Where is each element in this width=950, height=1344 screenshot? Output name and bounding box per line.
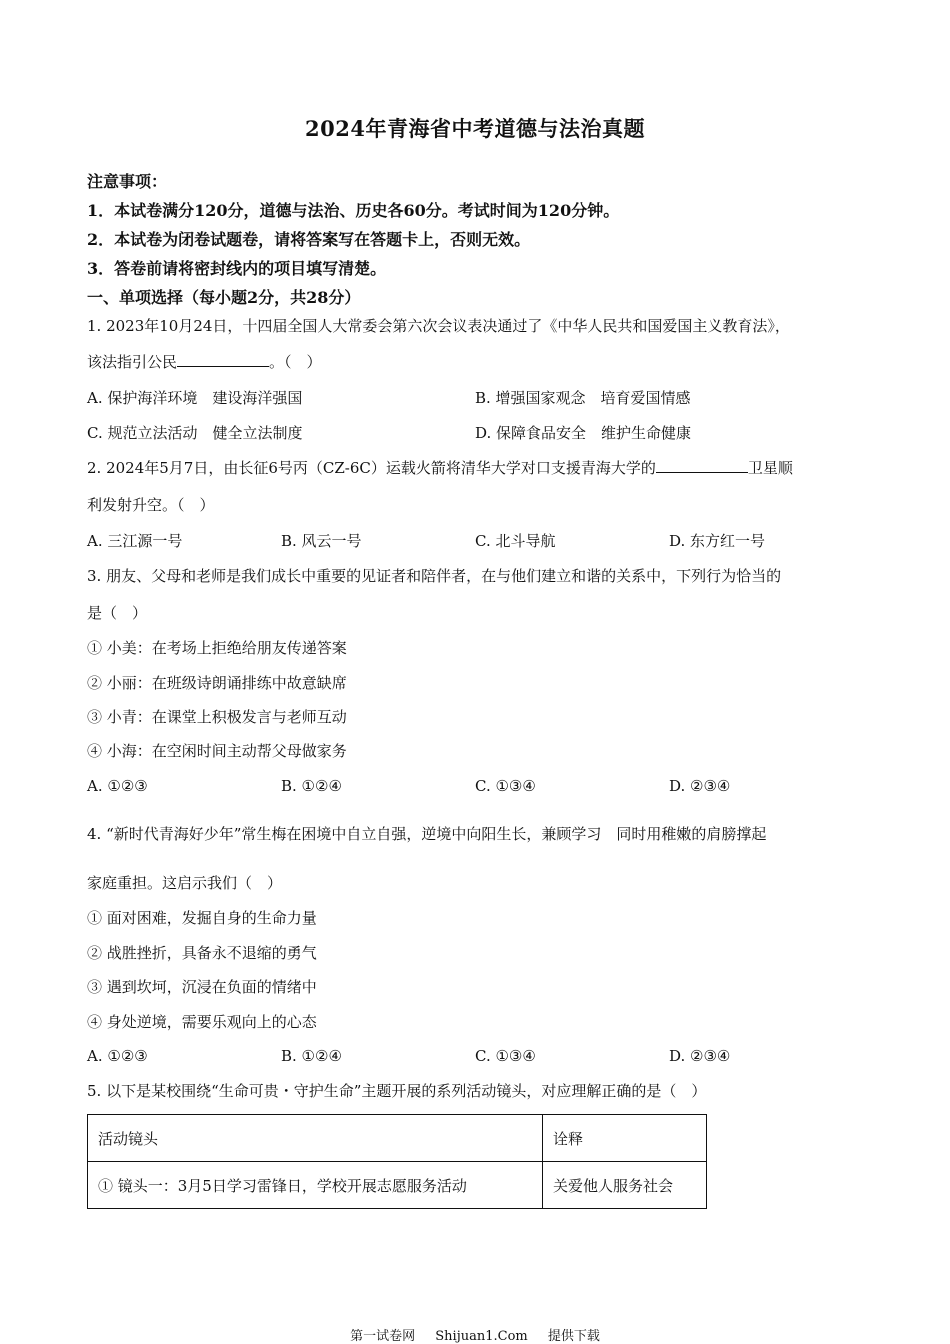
question-3-item-3: ③ 小青：在课堂上积极发言与老师互动 <box>87 708 347 726</box>
question-1-option-b: B. 增强国家观念 培育爱国情感 <box>475 389 691 407</box>
question-1-option-d: D. 保障食品安全 维护生命健康 <box>475 424 692 442</box>
table-header-cell: 活动镜头 <box>88 1115 543 1162</box>
notice-item-3: 3．答卷前请将密封线内的项目填写清楚。 <box>87 259 387 278</box>
question-4-option-a: A. ①②③ <box>87 1047 148 1065</box>
question-3-option-a: A. ①②③ <box>87 777 148 795</box>
page-title: 2024年青海省中考道德与法治真题 <box>305 116 645 141</box>
question-3-stem: 3. 朋友、父母和老师是我们成长中重要的见证者和陪伴者，在与他们建立和谐的关系中，下列行为恰当的 <box>87 567 782 585</box>
notice-item-2: 2．本试卷为闭卷试题卷，请将答案写在答题卡上，否则无效。 <box>87 230 531 249</box>
question-2-text-end: 卫星顺 <box>747 459 793 477</box>
question-2-option-d: D. 东方红一号 <box>669 532 766 550</box>
question-2-stem-cont: 利发射升空。（ ） <box>87 496 215 514</box>
footer-action: 提供下载 <box>547 1329 600 1344</box>
question-4-option-d: D. ②③④ <box>669 1047 731 1065</box>
question-3-option-d: D. ②③④ <box>669 777 731 795</box>
question-1-option-c: C. 规范立法活动 健全立法制度 <box>87 424 303 442</box>
question-3-item-2: ② 小丽：在班级诗朗诵排练中故意缺席 <box>87 674 347 692</box>
section-heading: 一、单项选择（每小题2分，共28分） <box>87 288 361 307</box>
question-3-option-b: B. ①②④ <box>281 777 342 795</box>
footer-url[interactable]: Shijuan1.Com <box>435 1329 528 1344</box>
table-header-cell: 诠释 <box>543 1115 707 1162</box>
notice-item-1: 1．本试卷满分120分，道德与法治、历史各60分。考试时间为120分钟。 <box>87 201 620 220</box>
question-1-option-a: A. 保护海洋环境 建设海洋强国 <box>87 389 303 407</box>
question-3-stem-cont: 是（ ） <box>87 604 148 622</box>
question-4-item-3: ③ 遇到坎坷，沉浸在负面的情绪中 <box>87 978 317 996</box>
page-footer <box>0 1325 950 1344</box>
question-4-option-c: C. ①③④ <box>475 1047 536 1065</box>
table-row <box>88 1162 707 1209</box>
question-1-stem-cont <box>87 351 322 373</box>
question-2-stem <box>87 457 793 479</box>
question-3-item-4: ④ 小海：在空闲时间主动帮父母做家务 <box>87 742 347 760</box>
question-1-text: 该法指引公民 <box>87 353 178 371</box>
question-5-stem: 5. 以下是某校围绕“生命可贵・守护生命”主题开展的系列活动镜头，对应理解正确的是（ ） <box>87 1082 707 1100</box>
question-2-text: 2. 2024年5月7日，由长征6号丙（CZ-6C）运载火箭将清华大学对口支援青海大学的 <box>87 459 656 477</box>
question-4-option-b: B. ①②④ <box>281 1047 342 1065</box>
answer-blank <box>177 351 269 367</box>
question-1-bracket: 。（ ） <box>269 353 322 371</box>
question-4-item-2: ② 战胜挫折，具备永不退缩的勇气 <box>87 944 317 962</box>
question-2-option-c: C. 北斗导航 <box>475 532 556 550</box>
question-2-option-b: B. 风云一号 <box>281 532 362 550</box>
footer-site: 第一试卷网 <box>350 1329 416 1344</box>
question-4-item-4: ④ 身处逆境，需要乐观向上的心态 <box>87 1013 317 1031</box>
table-cell: 关爱他人服务社会 <box>543 1162 707 1209</box>
question-4-stem-cont: 家庭重担。这启示我们（ ） <box>87 874 283 892</box>
question-4-stem: 4. “新时代青海好少年”常生梅在困境中自立自强，逆境中向阳生长，兼顾学习 同时用稚嫩的肩膀撑起 <box>87 825 767 843</box>
question-3-item-1: ① 小美：在考场上拒绝给朋友传递答案 <box>87 639 347 657</box>
question-4-item-1: ① 面对困难，发掘自身的生命力量 <box>87 909 317 927</box>
question-2-option-a: A. 三江源一号 <box>87 532 183 550</box>
question-3-option-c: C. ①③④ <box>475 777 536 795</box>
table-cell: ① 镜头一：3月5日学习雷锋日，学校开展志愿服务活动 <box>88 1162 543 1209</box>
notice-heading: 注意事项： <box>87 172 168 191</box>
activity-table <box>87 1114 707 1209</box>
table-header-row <box>88 1115 707 1162</box>
answer-blank <box>656 457 748 473</box>
question-1-stem: 1. 2023年10月24日，十四届全国人大常委会第六次会议表决通过了《中华人民共和国爱国主义教育法》， <box>87 317 790 335</box>
